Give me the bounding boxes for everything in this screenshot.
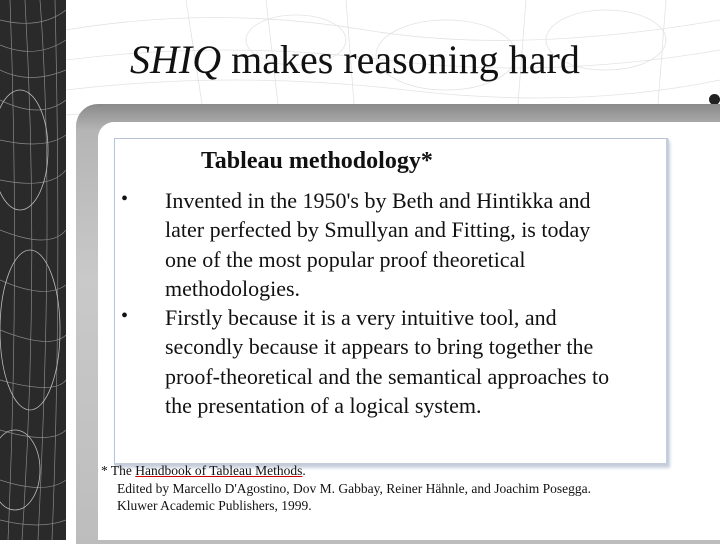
bullet-marker: • bbox=[121, 305, 129, 327]
footnote bbox=[101, 462, 701, 515]
box-title: Tableau methodology* bbox=[201, 148, 433, 174]
bullet-line: methodologies. bbox=[165, 275, 301, 301]
footnote-suffix: . bbox=[302, 463, 306, 478]
wireframe-decoration-left bbox=[0, 0, 66, 540]
slide-title bbox=[130, 36, 580, 83]
bullet-text bbox=[165, 186, 665, 303]
bullet-line: proof-theoretical and the semantical approaches to bbox=[165, 363, 610, 389]
title-rest: makes reasoning hard bbox=[221, 37, 580, 82]
bullet-line: one of the most popular proof theoretical bbox=[165, 246, 526, 272]
bullet-line: Firstly because it is a very intuitive tool, and bbox=[165, 305, 557, 330]
footnote-line: Edited by Marcello D'Agostino, Dov M. Gabbay, Reiner Hähnle, and Joachim Posegga. bbox=[117, 480, 591, 496]
footnote-link[interactable]: Handbook of Tableau Methods bbox=[135, 463, 303, 478]
bullet-line: the presentation of a logical system. bbox=[165, 392, 482, 418]
bullet-line: later perfected by Smullyan and Fitting, is today bbox=[165, 217, 591, 243]
bullet-marker: • bbox=[121, 188, 129, 210]
bullet-text bbox=[165, 303, 665, 420]
title-italic: SHIQ bbox=[130, 37, 222, 82]
footnote-line: Kluwer Academic Publishers, 1999. bbox=[117, 498, 312, 513]
bullet-line: secondly because it appears to bring together the bbox=[165, 334, 594, 360]
bullet-line: Invented in the 1950's by Beth and Hintikka and bbox=[165, 188, 591, 213]
footnote-prefix: * The bbox=[101, 463, 136, 478]
